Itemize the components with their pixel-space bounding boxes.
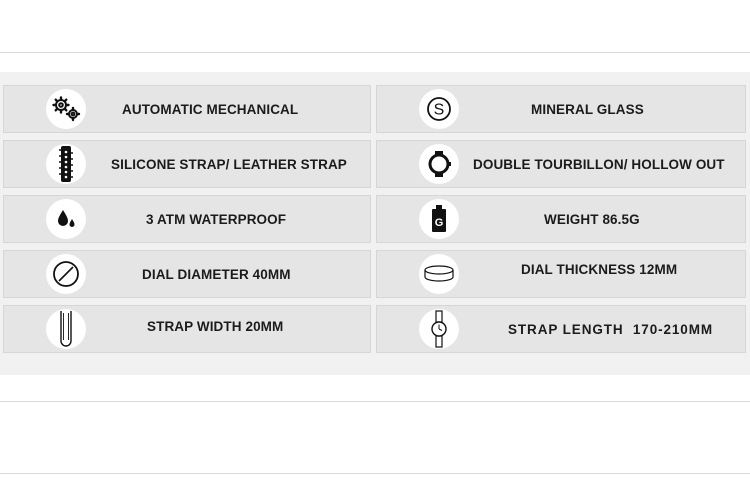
spec-cell-strap-length — [376, 305, 746, 353]
middle-divider — [0, 401, 750, 402]
spec-cell-strap-width — [3, 305, 371, 353]
spec-cell-weight — [376, 195, 746, 243]
spec-cell-glass — [376, 85, 746, 133]
spec-cell-tourbillon — [376, 140, 746, 188]
spec-panel — [0, 72, 750, 375]
watch-case-icon — [419, 144, 459, 184]
spec-label: WEIGHT 86.5G — [544, 212, 640, 227]
spec-label: SILICONE STRAP/ LEATHER STRAP — [111, 157, 347, 172]
spec-label: DOUBLE TOURBILLON/ HOLLOW OUT — [473, 157, 725, 172]
spec-label: DIAL DIAMETER 40MM — [142, 267, 291, 282]
spec-label: STRAP LENGTH 170-210MM — [508, 322, 714, 337]
svg-text:G: G — [434, 217, 444, 229]
weight-icon — [419, 199, 459, 239]
dial-thickness-icon — [419, 254, 459, 294]
gears-icon — [46, 89, 86, 129]
spec-label: 3 ATM WATERPROOF — [146, 212, 287, 227]
spec-label: DIAL THICKNESS 12MM — [521, 262, 678, 277]
spec-cell-waterproof — [3, 195, 371, 243]
spec-label: AUTOMATIC MECHANICAL — [122, 102, 299, 117]
bottom-divider — [0, 473, 750, 474]
top-divider — [0, 52, 750, 53]
dial-diameter-icon — [46, 254, 86, 294]
spec-label: MINERAL GLASS — [531, 102, 644, 117]
spec-cell-strap — [3, 140, 371, 188]
water-drops-icon — [46, 199, 86, 239]
strap-width-icon — [46, 309, 86, 349]
sapphire-s-icon — [419, 89, 459, 129]
spec-cell-diameter — [3, 250, 371, 298]
spec-cell-thickness — [376, 250, 746, 298]
svg-text:S: S — [433, 101, 445, 119]
spec-cell-movement — [3, 85, 371, 133]
strap-icon — [46, 144, 86, 184]
spec-label: STRAP WIDTH 20MM — [147, 319, 284, 334]
wristwatch-icon — [419, 309, 459, 349]
